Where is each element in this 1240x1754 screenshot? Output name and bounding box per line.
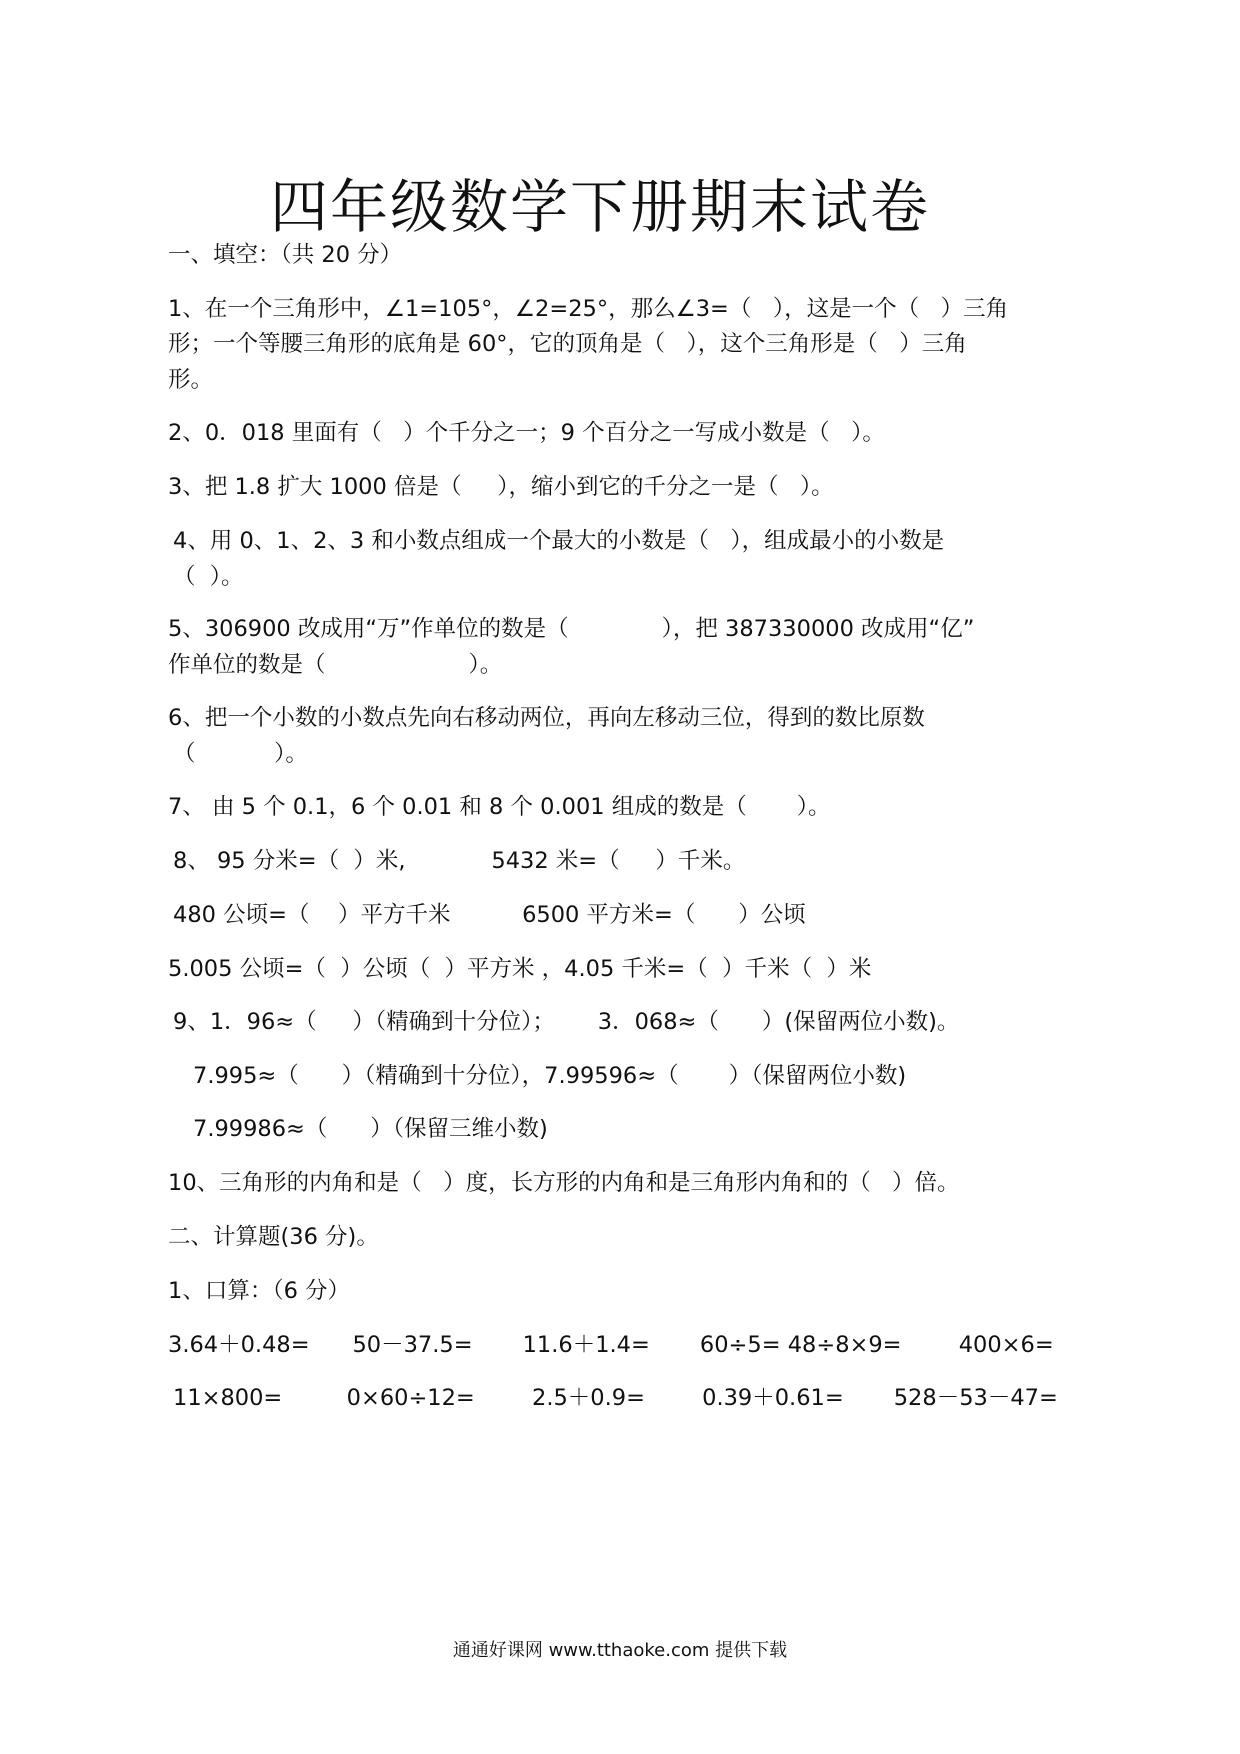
question-5-line-1: 5、306900 改成用“万”作单位的数是（ ），把 387330000 改成用“亿” (168, 616, 975, 642)
question-9-line-1: 9、1．96≈（ ）（精确到十分位）； 3．068≈（ ）(保留两位小数)。 (173, 1009, 960, 1035)
page-title: 四年级数学下册期末试卷 (269, 173, 930, 241)
question-1-line-3: 形。 (168, 367, 214, 393)
question-1-line-2: 形；一个等腰三角形的底角是 60°，它的顶角是（ ），这个三角形是（ ）三角 (168, 331, 967, 357)
question-8-line-3: 5.005 公顷=（ ）公顷（ ）平方米 ，4.05 千米=（ ）千米（ ）米 (168, 956, 872, 982)
question-7: 7、 由 5 个 0.1，6 个 0.01 和 8 个 0.001 组成的数是（ ）。 (168, 794, 831, 820)
question-9-line-3: 7.99986≈（ ）（保留三维小数) (193, 1116, 548, 1142)
oral-calc-heading: 1、口算：（6 分） (168, 1278, 351, 1304)
question-6-line-1: 6、把一个小数的小数点先向右移动两位，再向左移动三位，得到的数比原数 (168, 705, 925, 731)
download-source-footer: 通通好课网 www.tthaoke.com 提供下载 (452, 1640, 788, 1661)
question-5-line-2: 作单位的数是（ ）。 (168, 652, 503, 678)
question-4-line-1: 4、用 0、1、2、3 和小数点组成一个最大的小数是（ ），组成最小的小数是 (173, 528, 945, 554)
question-8-line-1: 8、 95 分米=（ ）米, 5432 米=（ ）千米。 (173, 848, 746, 874)
question-10: 10、三角形的内角和是（ ）度，长方形的内角和是三角形内角和的（ ）倍。 (168, 1170, 960, 1196)
question-8-line-2: 480 公顷=（ ）平方千米 6500 平方米=（ ）公顷 (173, 902, 806, 928)
section-2-heading: 二、计算题(36 分)。 (168, 1224, 379, 1250)
oral-calc-row-2: 11×800= 0×60÷12= 2.5＋0.9= 0.39＋0.61= 528－53－47= (173, 1385, 1058, 1411)
question-3: 3、把 1.8 扩大 1000 倍是（ ），缩小到它的千分之一是（ ）。 (168, 474, 834, 500)
question-6-line-2: （ ）。 (173, 741, 308, 767)
question-4-line-2: （ ）。 (173, 564, 244, 590)
question-2: 2、0．018 里面有（ ）个千分之一；9 个百分之一写成小数是（ ）。 (168, 420, 885, 446)
question-1-line-1: 1、在一个三角形中，∠1=105°，∠2=25°，那么∠3=（ ），这是一个（ ）三角 (168, 296, 1009, 322)
question-9-line-2: 7.995≈（ ）（精确到十分位），7.99596≈（ ）（保留两位小数) (193, 1063, 907, 1089)
section-1-heading: 一、填空：（共 20 分） (168, 242, 403, 268)
oral-calc-row-1: 3.64＋0.48= 50－37.5= 11.6＋1.4= 60÷5= 48÷8×9= 400×6= (168, 1332, 1054, 1358)
